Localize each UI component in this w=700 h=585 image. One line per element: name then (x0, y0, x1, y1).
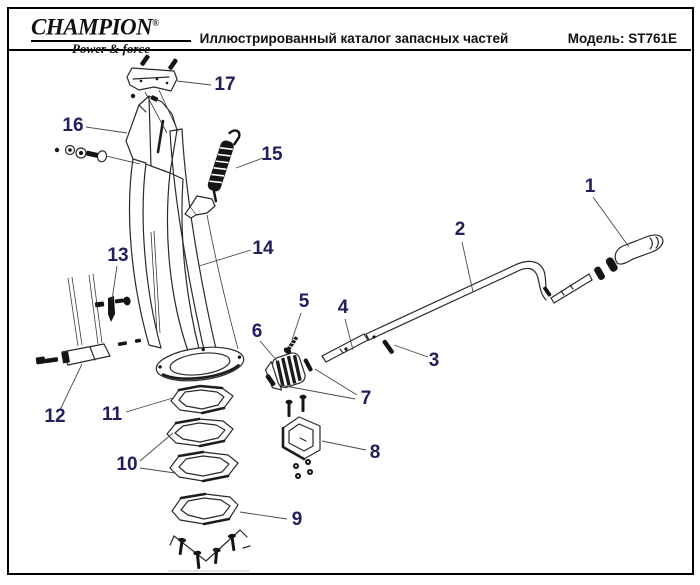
part-17-bracket (127, 54, 178, 102)
part-3-pin (382, 339, 395, 355)
bottom-bracket (168, 530, 250, 571)
part-5-screw (283, 335, 301, 355)
callout-12: 12 (44, 406, 66, 427)
callout-11: 11 (101, 404, 123, 425)
callout-15: 15 (261, 144, 283, 165)
callout-10: 10 (116, 454, 138, 475)
callout-1: 1 (584, 176, 596, 197)
part-1-handle-grip (615, 235, 663, 264)
part-6-worm (263, 351, 307, 393)
part-12-fork (36, 274, 142, 365)
part-10-rings (167, 419, 238, 481)
chute-base-flange (154, 343, 245, 385)
registered-mark: ® (152, 18, 159, 28)
callout-7: 7 (360, 388, 372, 409)
part-2-crank-rod (366, 261, 592, 340)
model-label: Модель: ST761E (567, 31, 677, 46)
brand-name-text: CHAMPION (31, 14, 153, 40)
catalog-title: Иллюстрированный каталог запасных частей (199, 31, 509, 46)
callout-3: 3 (428, 350, 440, 371)
brand-tagline: Power & force (72, 40, 150, 56)
callout-6: 6 (251, 321, 263, 342)
crank-assembly (263, 235, 663, 393)
bottom-bracket-screws (176, 533, 250, 569)
part-15-spring (204, 127, 241, 201)
callout-5: 5 (298, 291, 310, 312)
callout-13: 13 (107, 245, 129, 266)
callout-4: 4 (337, 297, 349, 318)
frame-fasteners (55, 146, 140, 165)
fork-bolt (36, 356, 59, 364)
callout-8: 8 (369, 442, 381, 463)
bracket-nuts (293, 459, 313, 479)
callout-2: 2 (454, 219, 466, 240)
part-9-ring (172, 494, 238, 524)
callout-9: 9 (291, 509, 303, 530)
part-13-pin-set (95, 296, 131, 322)
part-16-frame (126, 96, 200, 353)
part-8-bracket (283, 395, 320, 479)
bracket-screws (286, 395, 307, 417)
part-4-tube (322, 334, 368, 362)
callout-14: 14 (252, 238, 274, 259)
callout-17: 17 (214, 74, 236, 95)
part-11-ring (171, 386, 233, 413)
callout-16: 16 (62, 115, 84, 136)
